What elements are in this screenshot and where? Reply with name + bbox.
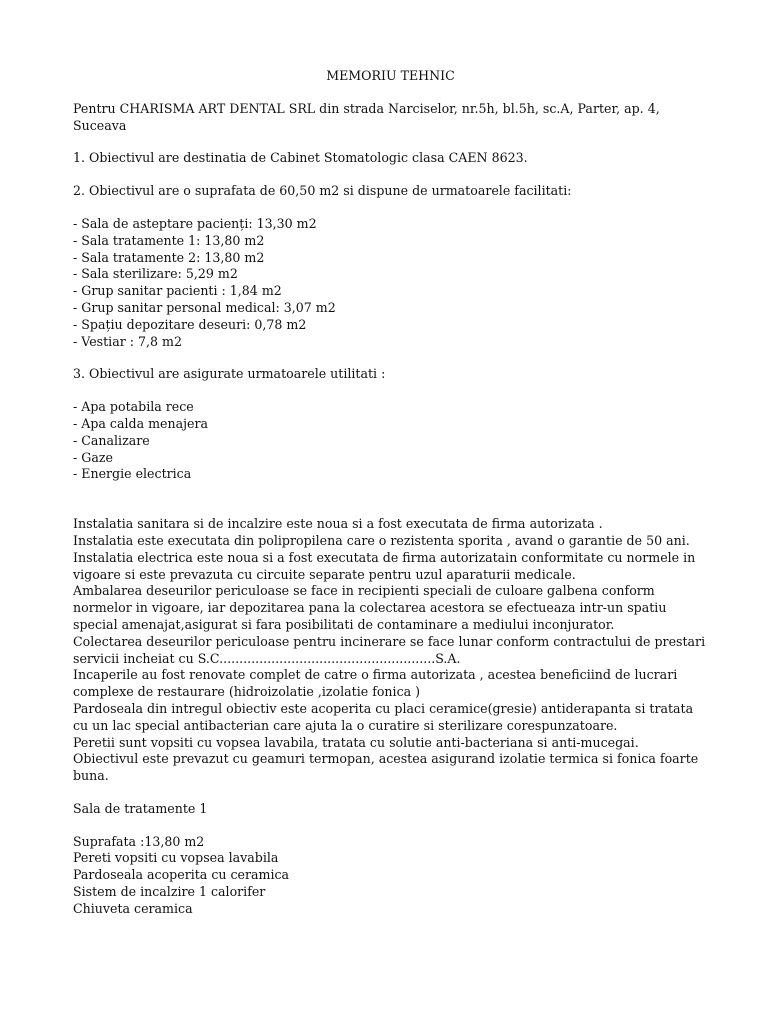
section-line: Pardoseala acoperita cu ceramica bbox=[73, 867, 290, 883]
body-paragraph: Instalatia este executata din polipropilena care o rezistenta sporita , avand o garantie de 50 ani. bbox=[73, 532, 690, 548]
section-title: Sala de tratamente 1 bbox=[73, 800, 208, 816]
body-paragraph: Instalatia electrica este noua si a fost executata de firma autorizatain conformitate cu normele in vigoare si este prevazuta cu circuite separate pentru uzul aparaturii medicale. bbox=[73, 549, 696, 582]
point-3: 3. Obiectivul are asigurate urmatoarele utilitati : bbox=[73, 366, 386, 382]
list-item: - Grup sanitar pacienti : 1,84 m2 bbox=[73, 283, 282, 299]
section-details bbox=[73, 834, 708, 918]
section-line: Pereti vopsiti cu vopsea lavabila bbox=[73, 850, 279, 866]
list-item: - Gaze bbox=[73, 449, 113, 465]
utilities-list bbox=[73, 399, 708, 483]
list-item: - Apa potabila rece bbox=[73, 399, 194, 415]
body-paragraph: Instalatia sanitara si de incalzire este noua si a fost executata de firma autorizata . bbox=[73, 516, 603, 532]
section-line: Chiuveta ceramica bbox=[73, 900, 193, 916]
list-item: - Spațiu depozitare deseuri: 0,78 m2 bbox=[73, 316, 307, 332]
body-paragraph: Pardoseala din intregul obiectiv este acoperita cu placi ceramice(gresie) antiderapanta si tratata cu un lac special antibacterian care ajuta la o curatire si sterilizare corespunzatoare. bbox=[73, 700, 694, 733]
list-item: - Sala de asteptare pacienți: 13,30 m2 bbox=[73, 215, 317, 231]
list-item: - Sala sterilizare: 5,29 m2 bbox=[73, 266, 238, 282]
document-title: MEMORIU TEHNIC bbox=[326, 68, 455, 83]
list-item: - Sala tratamente 2: 13,80 m2 bbox=[73, 249, 265, 265]
list-item: - Grup sanitar personal medical: 3,07 m2 bbox=[73, 299, 336, 315]
list-item: - Energie electrica bbox=[73, 466, 192, 482]
body-paragraph: Ambalarea deseurilor periculoase se face in recipienti speciali de culoare galbena conform normelor in vigoare, iar depozitarea pana la colectarea acestora se efectueaza intr-un spatiu special amenajat,asigurat si fara posibilitati de contaminare a mediului inconjurator. bbox=[73, 583, 667, 632]
list-item: - Vestiar : 7,8 m2 bbox=[73, 333, 182, 349]
body-paragraph: Colectarea deseurilor periculoase pentru incinerare se face lunar conform contractului de prestari servicii incheiat cu S.C......................................................S.A. bbox=[73, 633, 706, 666]
point-2: 2. Obiectivul are o suprafata de 60,50 m2 si dispune de urmatoarele facilitati: bbox=[73, 183, 572, 199]
point-1: 1. Obiectivul are destinatia de Cabinet Stomatologic clasa CAEN 8623. bbox=[73, 150, 528, 166]
facilities-list bbox=[73, 216, 708, 350]
body-text bbox=[73, 516, 708, 785]
section-line: Sistem de incalzire 1 calorifer bbox=[73, 884, 266, 900]
list-item: - Sala tratamente 1: 13,80 m2 bbox=[73, 232, 265, 248]
body-paragraph: Peretii sunt vopsiti cu vopsea lavabila, tratata cu solutie anti-bacteriana si anti-mucegai. bbox=[73, 734, 639, 750]
body-paragraph: Obiectivul este prevazut cu geamuri termopan, acestea asigurand izolatie termica si fonica foarte buna. bbox=[73, 751, 699, 784]
list-item: - Apa calda menajera bbox=[73, 415, 208, 431]
intro-paragraph: Pentru CHARISMA ART DENTAL SRL din strada Narciselor, nr.5h, bl.5h, sc.A, Parter, ap. 4, Suceava bbox=[73, 100, 660, 133]
section-line: Suprafata :13,80 m2 bbox=[73, 833, 205, 849]
body-paragraph: Incaperile au fost renovate complet de catre o firma autorizata , acestea beneficiind de lucrari complexe de restaurare (hidroizolatie ,izolatie fonica ) bbox=[73, 667, 678, 700]
list-item: - Canalizare bbox=[73, 432, 150, 448]
